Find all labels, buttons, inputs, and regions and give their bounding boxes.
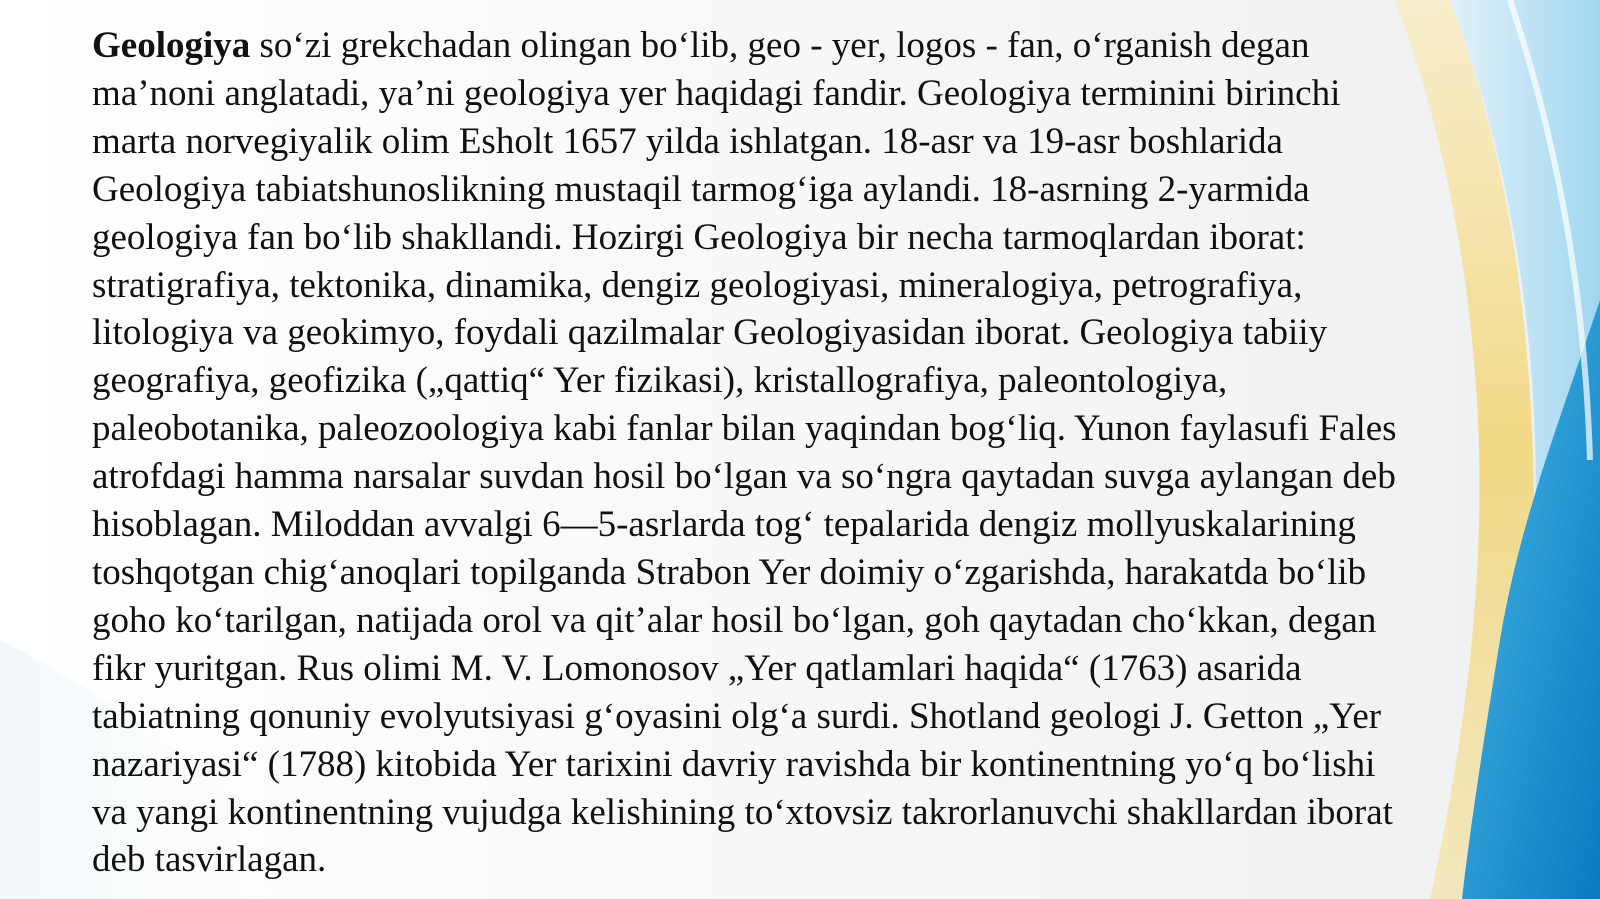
body-text: so‘zi grekchadan olingan bo‘lib, geo - yer, logos - fan, o‘rganish degan ma’noni anglatadi, ya’ni geologiya yer haqidagi fandir. Geologiya terminini birinchi marta norvegiyalik olim Esholt 1657 yilda ishlatgan. 18-asr va 19-asr boshlarida Geologiya tabiatshunoslikning mustaqil tarmog‘iga aylandi. 18-asrning 2-yarmida geologiya fan bo‘lib shakllandi. Hozirgi Geologiya bir necha tarmoqlardan iborat: stratigrafiya, tektonika, dinamika, dengiz geologiyasi, mineralogiya, petrografiya, litologiya va geokimyo, foydali qazilmalar Geologiyasidan iborat. Geologiya tabiiy geografiya, geofizika („qattiq“ Yer fizikasi), kristallografiya, paleontologiya, paleobotanika, paleozoologiya kabi fanlar bilan yaqindan bog‘liq. Yunon faylasufi Fales atrofdagi hamma narsalar suvdan hosil bo‘lgan va so‘ngra qaytadan suvga aylangan deb hisoblagan. Miloddan avvalgi 6—5-asrlarda tog‘ tepalarida dengiz mollyuskalarining toshqotgan chig‘anoqlari topilganda Strabon Yer doimiy o‘zgarishda, harakatda bo‘lib goho ko‘tarilgan, natijada orol va qit’alar hosil bo‘lgan, goh qaytadan cho‘kkan, degan fikr yuritgan. Rus olimi M. V. Lomonosov „Yer qatlamlari haqida“ (1763) asarida tabiatning qonuniy evolyutsiyasi g‘oyasini olg‘a surdi. Shotland geologi J. Getton „Yer nazariyasi“ (1788) kitobida Yer tarixini davriy ravishda bir kontinentning yo‘q bo‘lishi va yangi kontinentning vujudga kelishining to‘xtovsiz takrorlanuvchi shakllardan iborat deb tasvirlagan. [92,25,1397,881]
lead-term: Geologiya [92,25,251,66]
slide-body-paragraph [92,22,1512,884]
